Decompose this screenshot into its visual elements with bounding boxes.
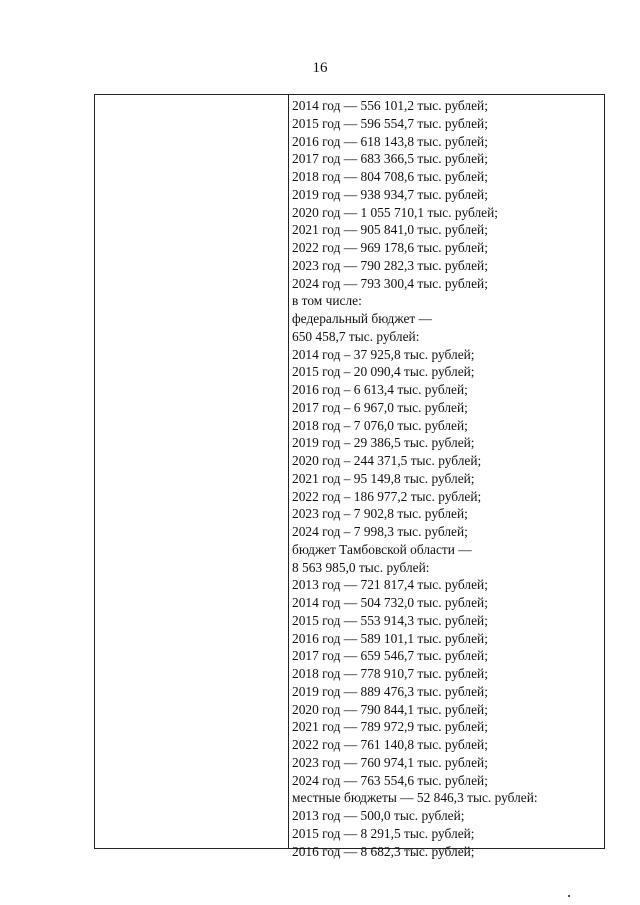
- funding-line: 2019 год — 889 476,3 тыс. рублей;: [292, 683, 488, 699]
- funding-line: 2015 год — 8 291,5 тыс. рублей;: [292, 825, 475, 841]
- funding-line: 2014 год – 37 925,8 тыс. рублей;: [292, 346, 475, 362]
- funding-line: 2021 год – 95 149,8 тыс. рублей;: [292, 470, 475, 486]
- funding-line: 2015 год — 553 914,3 тыс. рублей;: [292, 612, 488, 628]
- funding-line: 2016 год — 618 143,8 тыс. рублей;: [292, 133, 488, 149]
- funding-line: 2023 год – 7 902,8 тыс. рублей;: [292, 506, 468, 522]
- funding-line: 2013 год — 500,0 тыс. рублей;: [292, 808, 465, 823]
- funding-line: 2020 год — 790 844,1 тыс. рублей;: [292, 701, 488, 717]
- funding-line: 2018 год — 778 910,7 тыс. рублей;: [292, 666, 488, 681]
- funding-line: 650 458,7 тыс. рублей:: [292, 328, 420, 344]
- funding-line: 2018 год — 804 708,6 тыс. рублей;: [292, 169, 488, 184]
- funding-line: местные бюджеты — 52 846,3 тыс. рублей:: [292, 790, 538, 806]
- funding-line: 2020 год – 244 371,5 тыс. рублей;: [292, 453, 482, 468]
- funding-line: 2017 год — 683 366,5 тыс. рублей;: [292, 151, 488, 167]
- funding-line: 2024 год – 7 998,3 тыс. рублей;: [292, 524, 468, 539]
- funding-line: в том числе:: [292, 293, 362, 309]
- funding-line: 2014 год — 504 732,0 тыс. рублей;: [292, 595, 488, 610]
- funding-line: федеральный бюджет —: [292, 311, 432, 326]
- funding-line: 2021 год — 905 841,0 тыс. рублей;: [292, 222, 488, 238]
- funding-line: бюджет Тамбовской области —: [292, 541, 472, 557]
- funding-line: 2016 год — 589 101,1 тыс. рублей;: [292, 630, 488, 646]
- funding-line: 2022 год — 969 178,6 тыс. рублей;: [292, 240, 488, 255]
- funding-line: 2021 год — 789 972,9 тыс. рублей;: [292, 719, 488, 735]
- funding-line: 2017 год — 659 546,7 тыс. рублей;: [292, 648, 488, 664]
- funding-line: 2017 год – 6 967,0 тыс. рублей;: [292, 399, 468, 415]
- funding-line: 2015 год — 596 554,7 тыс. рублей;: [292, 115, 488, 131]
- funding-line: 2015 год – 20 090,4 тыс. рублей;: [292, 364, 475, 380]
- funding-details-column: [292, 97, 600, 860]
- column-divider: [288, 95, 289, 848]
- funding-line: 2019 год — 938 934,7 тыс. рублей;: [292, 186, 488, 202]
- funding-line: 2024 год — 763 554,6 тыс. рублей;: [292, 772, 488, 788]
- funding-table: [94, 94, 605, 859]
- scan-speck: [568, 895, 570, 897]
- funding-line: 2022 год — 761 140,8 тыс. рублей;: [292, 737, 488, 752]
- funding-line: 2023 год — 790 282,3 тыс. рублей;: [292, 257, 488, 273]
- funding-line: 2019 год – 29 386,5 тыс. рублей;: [292, 435, 475, 451]
- funding-line: 2016 год — 8 682,3 тыс. рублей;: [292, 843, 475, 859]
- funding-line: 2013 год — 721 817,4 тыс. рублей;: [292, 577, 488, 593]
- funding-line: 2022 год – 186 977,2 тыс. рублей;: [292, 488, 482, 504]
- funding-line: 2014 год — 556 101,2 тыс. рублей;: [292, 98, 488, 113]
- funding-line: 2016 год – 6 613,4 тыс. рублей;: [292, 382, 468, 397]
- page-number: 16: [312, 60, 328, 76]
- funding-line: 2018 год – 7 076,0 тыс. рублей;: [292, 417, 468, 433]
- funding-line: 8 563 985,0 тыс. рублей:: [292, 559, 430, 575]
- funding-line: 2020 год — 1 055 710,1 тыс. рублей;: [292, 204, 498, 220]
- funding-line: 2024 год — 793 300,4 тыс. рублей;: [292, 275, 488, 291]
- funding-line: 2023 год — 760 974,1 тыс. рублей;: [292, 754, 488, 770]
